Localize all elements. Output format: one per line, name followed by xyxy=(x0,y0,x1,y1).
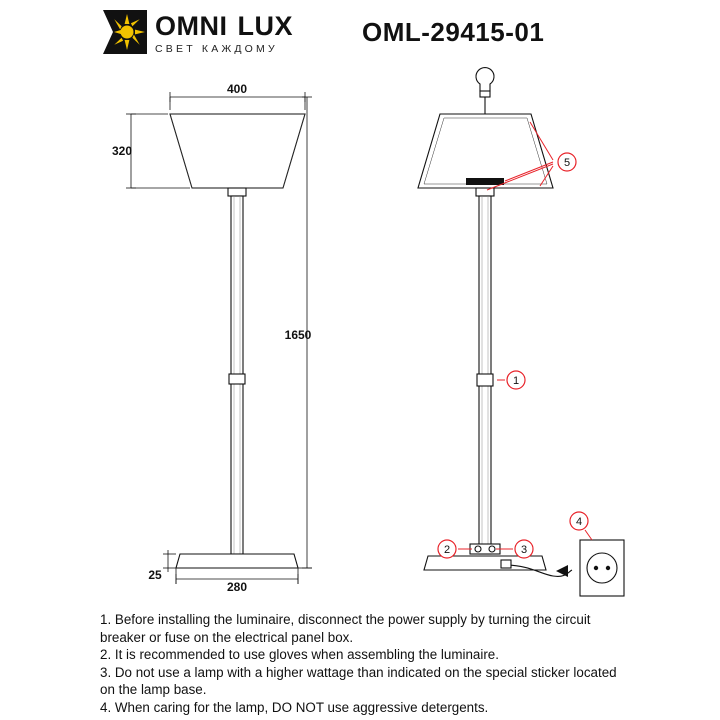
callout-3 xyxy=(515,540,533,558)
logo-tagline: СВЕТ КАЖДОМУ xyxy=(155,43,278,55)
dim-base-thickness: 25 xyxy=(148,568,162,582)
callout-1 xyxy=(507,371,525,389)
callout-3-label: 3 xyxy=(520,544,528,556)
model-code: OML-29415-01 xyxy=(362,17,545,47)
callout-4 xyxy=(570,512,588,530)
header xyxy=(0,0,720,64)
logo-lux-text: LUX xyxy=(237,11,293,41)
omnilux-emblem-icon xyxy=(103,10,147,54)
assembly-view xyxy=(418,68,624,596)
callout-5 xyxy=(558,153,576,171)
logo-wordmark xyxy=(155,11,293,41)
note-1: 1. Before installing the luminaire, disconnect the power supply by turning the circuit breaker or fuse on the electrical panel box. xyxy=(100,612,591,645)
callout-5-label: 5 xyxy=(563,157,571,169)
callout-4-label: 4 xyxy=(575,516,583,528)
callout-bubbles xyxy=(438,153,588,558)
note-4: 4. When caring for the lamp, DO NOT use aggressive detergents. xyxy=(100,699,489,715)
technical-drawing xyxy=(0,60,720,605)
logo-omni-text: OMNI xyxy=(155,11,228,41)
brand-logo xyxy=(103,10,338,58)
callout-1-label: 1 xyxy=(512,375,520,387)
callout-2 xyxy=(438,540,456,558)
dim-shade-height: 320 xyxy=(111,144,133,158)
note-2: 2. It is recommended to use gloves when assembling the luminaire. xyxy=(100,647,499,663)
dim-base-diameter: 280 xyxy=(226,580,248,594)
safety-notes xyxy=(100,611,630,717)
note-3: 3. Do not use a lamp with a higher wattage than indicated on the special sticker located on the lamp base. xyxy=(100,664,617,698)
callout-2-label: 2 xyxy=(443,544,451,556)
dim-shade-width: 400 xyxy=(226,82,248,96)
dim-total-height: 1650 xyxy=(284,328,312,342)
